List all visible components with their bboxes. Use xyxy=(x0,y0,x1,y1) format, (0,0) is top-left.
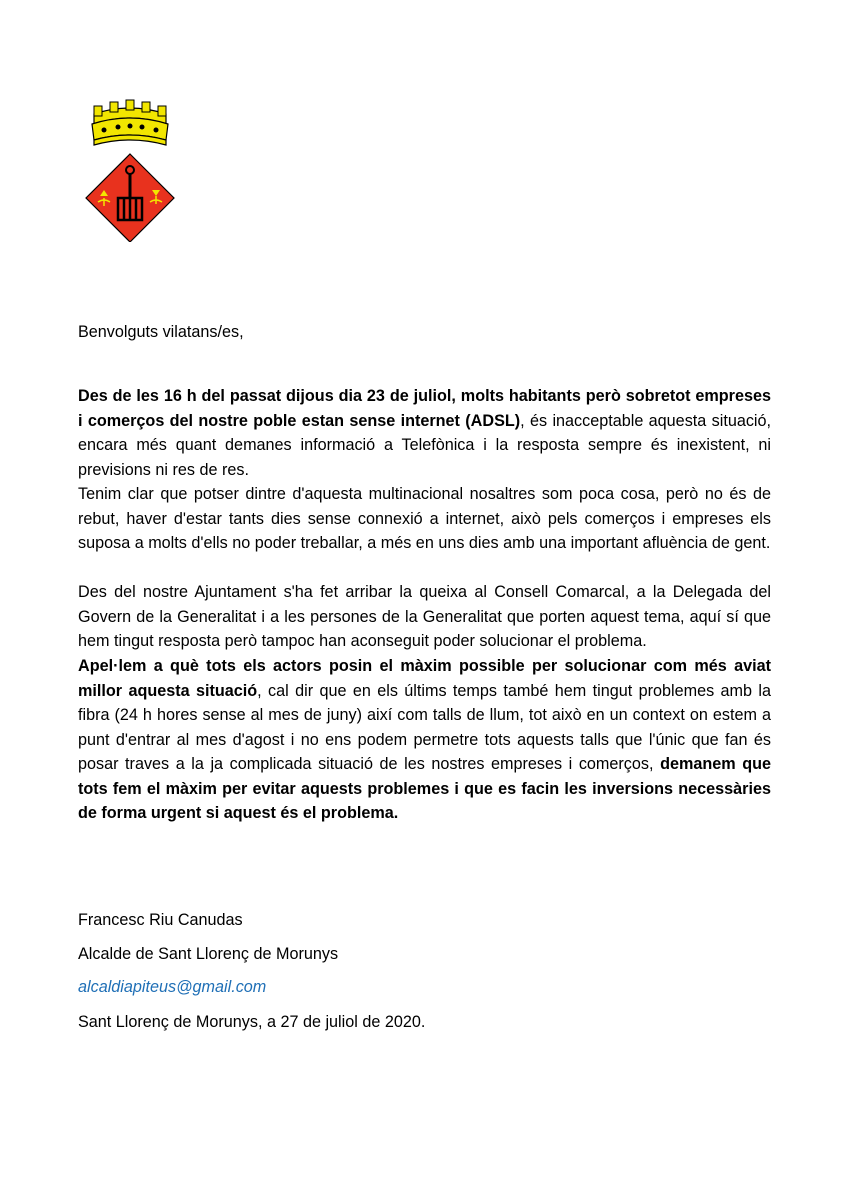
signer-name: Francesc Riu Canudas xyxy=(78,911,243,929)
shield-icon xyxy=(86,154,174,242)
coat-of-arms-logo xyxy=(82,98,178,242)
greeting: Benvolguts vilatans/es, xyxy=(78,323,244,341)
signer-title: Alcalde de Sant Llorenç de Morunys xyxy=(78,945,339,963)
paragraph-1-bold: Des de les 16 h del passat dijous dia 23 de juliol, molts habitants però sobretot empreses i comerços del nostre poble estan sense internet (ADSL) xyxy=(78,387,771,430)
paragraph-3: Des del nostre Ajuntament s'ha fet arribar la queixa al Consell Comarcal, a la Delegada del Govern de la Generalitat i a les persones de la Generalitat que porten aquest tema, aquí sí que hem tingut resposta però tampoc han aconseguit poder solucionar el problema. xyxy=(78,583,771,650)
email-link[interactable]: alcaldiapiteus@gmail.com xyxy=(78,978,267,996)
crown-icon xyxy=(92,100,168,145)
paragraph-4-bold-end: demanem que tots fem el màxim per evitar aquests problemes i que es facin les inversions necessàries de forma urgent si aquest és el problema. xyxy=(78,755,771,822)
date-line: Sant Llorenç de Morunys, a 27 de juliol de 2020. xyxy=(78,1013,426,1031)
paragraph-4 xyxy=(78,654,771,826)
paragraph-4-middle: , cal dir que en els últims temps també hem tingut problemes amb la fibra (24 h hores sense al mes de juny) així com talls de llum, tot això en un context on estem a punt d'entrar al mes d'agost i no ens podem permetre tots aquests talls que l'únic que fan és posar traves a la ja complicada situació de les nostres empreses i comerços, xyxy=(78,681,771,773)
paragraph-1-rest: , és inacceptable aquesta situació, encara més quant demanes informació a Telefònica i la resposta sempre és inexistent, ni previsions ni res de res. xyxy=(78,411,772,479)
paragraph-2: Tenim clar que potser dintre d'aquesta multinacional nosaltres som poca cosa, però no és de rebut, haver d'estar tants dies sense connexió a internet, això pels comerços i empreses els suposa a molts d'ells no poder treballar, a més en uns dies amb una important afluència de gent. xyxy=(78,485,771,552)
paragraph-4-bold-start: Apel·lem a què tots els actors posin el màxim possible per solucionar com més aviat millor aquesta situació xyxy=(78,657,771,700)
paragraph-1 xyxy=(78,384,771,482)
